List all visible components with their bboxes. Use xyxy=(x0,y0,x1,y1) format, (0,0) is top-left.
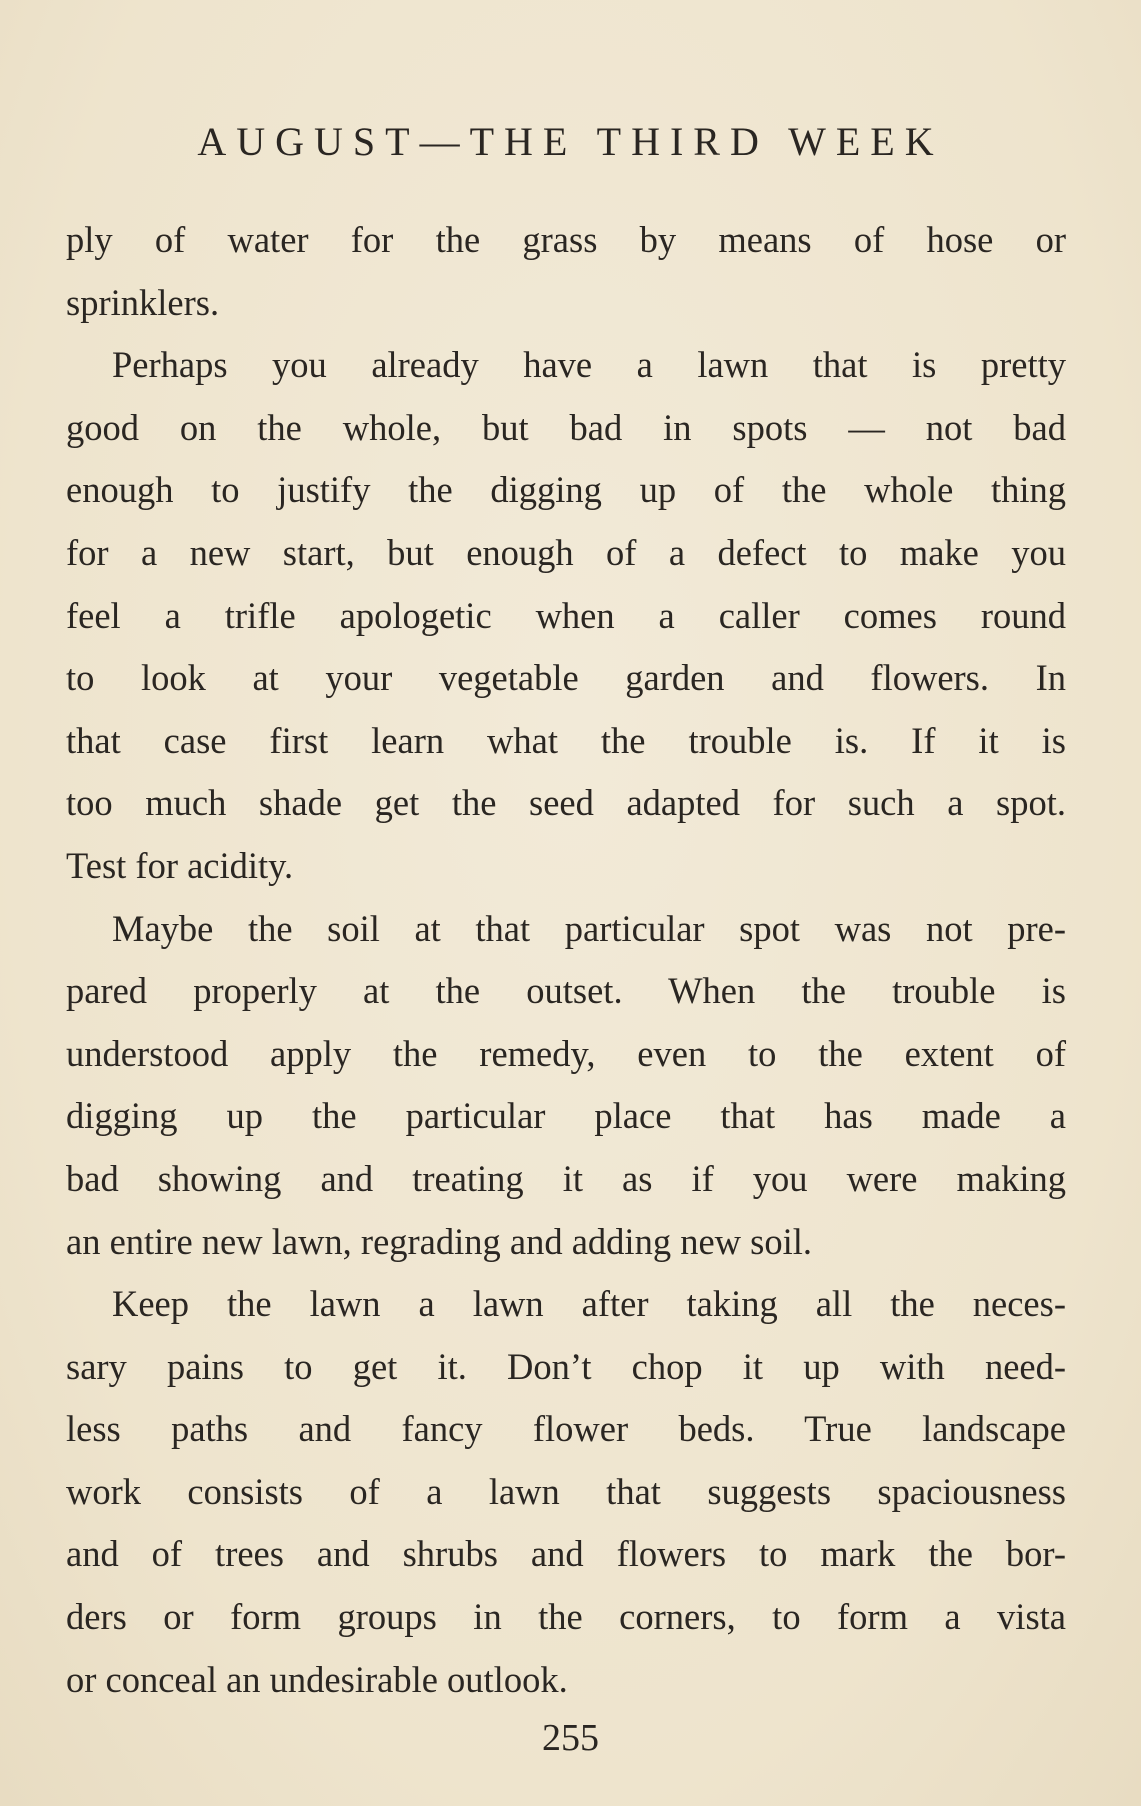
text-line: ply of water for the grass by means of hose or xyxy=(66,219,1066,260)
text-line: and of trees and shrubs and flowers to mark the bor- xyxy=(66,1533,1066,1575)
text-line: less paths and fancy flower beds. True landscape xyxy=(66,1408,1066,1450)
text-line: too much shade get the seed adapted for such a spot. xyxy=(66,782,1066,824)
text-line: enough to justify the digging up of the whole thing xyxy=(66,469,1066,511)
text-line: Maybe the soil at that particular spot was not pre- xyxy=(112,907,1066,949)
text-line: pared properly at the outset. When the trouble is xyxy=(66,970,1066,1012)
paragraph-4 xyxy=(66,1273,1066,1711)
text-line: work consists of a lawn that suggests spaciousness xyxy=(66,1470,1066,1512)
text-line: sprinklers. xyxy=(66,281,220,323)
text-line: to look at your vegetable garden and flowers. In xyxy=(66,657,1066,699)
text-line: ders or form groups in the corners, to form a vista xyxy=(66,1596,1066,1638)
text-line: Perhaps you already have a lawn that is pretty xyxy=(112,344,1066,386)
paragraph-1 xyxy=(66,209,1066,334)
text-line: bad showing and treating it as if you were making xyxy=(66,1157,1066,1199)
text-line: Test for acidity. xyxy=(66,844,294,886)
text-line: feel a trifle apologetic when a caller comes round xyxy=(66,594,1066,636)
text-line: for a new start, but enough of a defect to make you xyxy=(66,531,1066,573)
body-text xyxy=(66,209,1066,1711)
text-line: digging up the particular place that has made a xyxy=(66,1095,1066,1137)
text-line: that case first learn what the trouble is. If it is xyxy=(66,719,1066,761)
text-line: sary pains to get it. Don’t chop it up with need- xyxy=(66,1345,1066,1387)
text-line: good on the whole, but bad in spots — not bad xyxy=(66,406,1066,448)
paragraph-3 xyxy=(66,898,1066,1274)
text-line: or conceal an undesirable outlook. xyxy=(66,1658,568,1700)
paragraph-2 xyxy=(66,334,1066,897)
running-head: AUGUST—THE THIRD WEEK xyxy=(197,119,944,164)
text-line: understood apply the remedy, even to the extent of xyxy=(66,1032,1066,1074)
text-line: an entire new lawn, regrading and adding new soil. xyxy=(66,1220,812,1262)
text-line: Keep the lawn a lawn after taking all the neces- xyxy=(112,1283,1066,1325)
page-number: 255 xyxy=(542,1717,599,1759)
